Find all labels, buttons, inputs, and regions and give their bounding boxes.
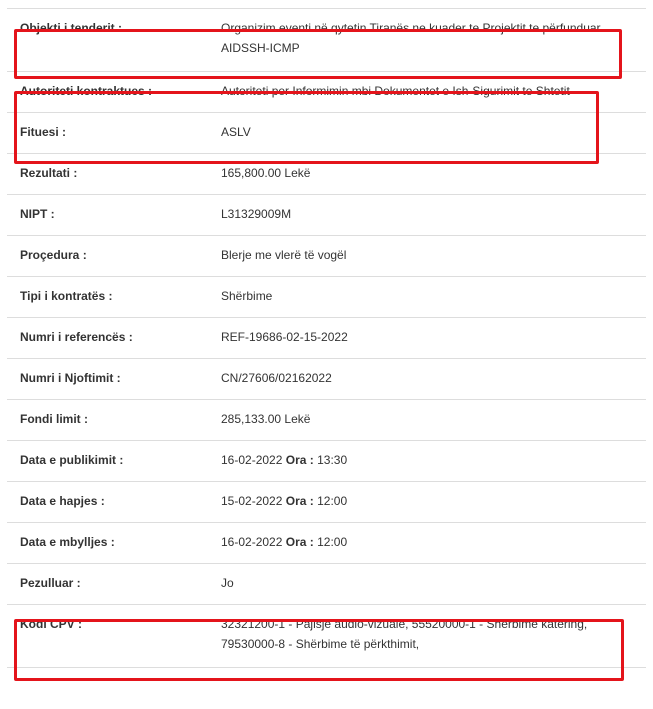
- label-opening-date: Data e hapjes :: [20, 494, 105, 508]
- value-winner: ASLV: [221, 125, 251, 139]
- label-limit-fund: Fondi limit :: [20, 412, 88, 426]
- value-opening-date: [221, 482, 646, 522]
- label-publication-date: Data e publikimit :: [20, 453, 124, 467]
- label-nipt: NIPT :: [20, 207, 55, 221]
- value-publication-date: [221, 441, 646, 481]
- label-notice-number: Numri i Njoftimit :: [20, 371, 121, 385]
- row-winner: [7, 113, 646, 154]
- row-tender-object: [7, 9, 646, 72]
- opening-date: 15-02-2022: [221, 494, 283, 508]
- row-nipt: [7, 195, 646, 236]
- label-result: Rezultati :: [20, 166, 78, 180]
- tender-details-table: [7, 8, 646, 668]
- row-cpv-code: [7, 605, 646, 668]
- label-contract-type: Tipi i kontratës :: [20, 289, 113, 303]
- row-notice-number: [7, 359, 646, 400]
- row-result: [7, 154, 646, 195]
- row-contract-type: [7, 277, 646, 318]
- value-result: 165,800.00 Lekë: [221, 166, 311, 180]
- value-reference-number: REF-19686-02-15-2022: [221, 330, 348, 344]
- value-contracting-authority: Autoriteti per Informimin mbi Dokumentet e Ish-Sigurimit te Shtetit: [221, 84, 570, 98]
- publication-time: 13:30: [317, 453, 348, 467]
- closing-time-label: Ora :: [285, 535, 314, 549]
- label-closing-date: Data e mbylljes :: [20, 535, 115, 549]
- value-procedure: Blerje me vlerë të vogël: [221, 248, 347, 262]
- row-suspended: [7, 564, 646, 605]
- closing-time: 12:00: [317, 535, 348, 549]
- label-tender-object: Objekti i tenderit :: [20, 21, 123, 35]
- value-tender-object: Organizim eventi në qytetin Tiranës ne kuader te Projektit te përfunduar AIDSSH-ICMP: [221, 21, 601, 55]
- label-suspended: Pezulluar :: [20, 576, 81, 590]
- row-reference-number: [7, 318, 646, 359]
- opening-time: 12:00: [317, 494, 348, 508]
- row-closing-date: [7, 523, 646, 564]
- value-cpv-code: 32321200-1 - Pajisje audio-vizuale, 55520000-1 - Shërbime katering, 79530000-8 - Shërbime të përkthimit,: [221, 617, 588, 651]
- row-publication-date: [7, 441, 646, 482]
- publication-date: 16-02-2022: [221, 453, 283, 467]
- row-opening-date: [7, 482, 646, 523]
- label-cpv-code: Kodi CPV :: [20, 617, 82, 631]
- label-winner: Fituesi :: [20, 125, 67, 139]
- value-nipt: L31329009M: [221, 207, 292, 221]
- publication-time-label: Ora :: [285, 453, 314, 467]
- label-contracting-authority: Autoriteti kontraktues :: [20, 84, 153, 98]
- opening-time-label: Ora :: [285, 494, 314, 508]
- value-closing-date: [221, 523, 646, 563]
- row-contracting-authority: [7, 72, 646, 113]
- value-notice-number: CN/27606/02162022: [221, 371, 332, 385]
- label-reference-number: Numri i referencës :: [20, 330, 133, 344]
- label-procedure: Proçedura :: [20, 248, 87, 262]
- value-limit-fund: 285,133.00 Lekë: [221, 412, 311, 426]
- closing-date: 16-02-2022: [221, 535, 283, 549]
- value-contract-type: Shërbime: [221, 289, 273, 303]
- row-procedure: [7, 236, 646, 277]
- value-suspended: Jo: [221, 576, 234, 590]
- row-limit-fund: [7, 400, 646, 441]
